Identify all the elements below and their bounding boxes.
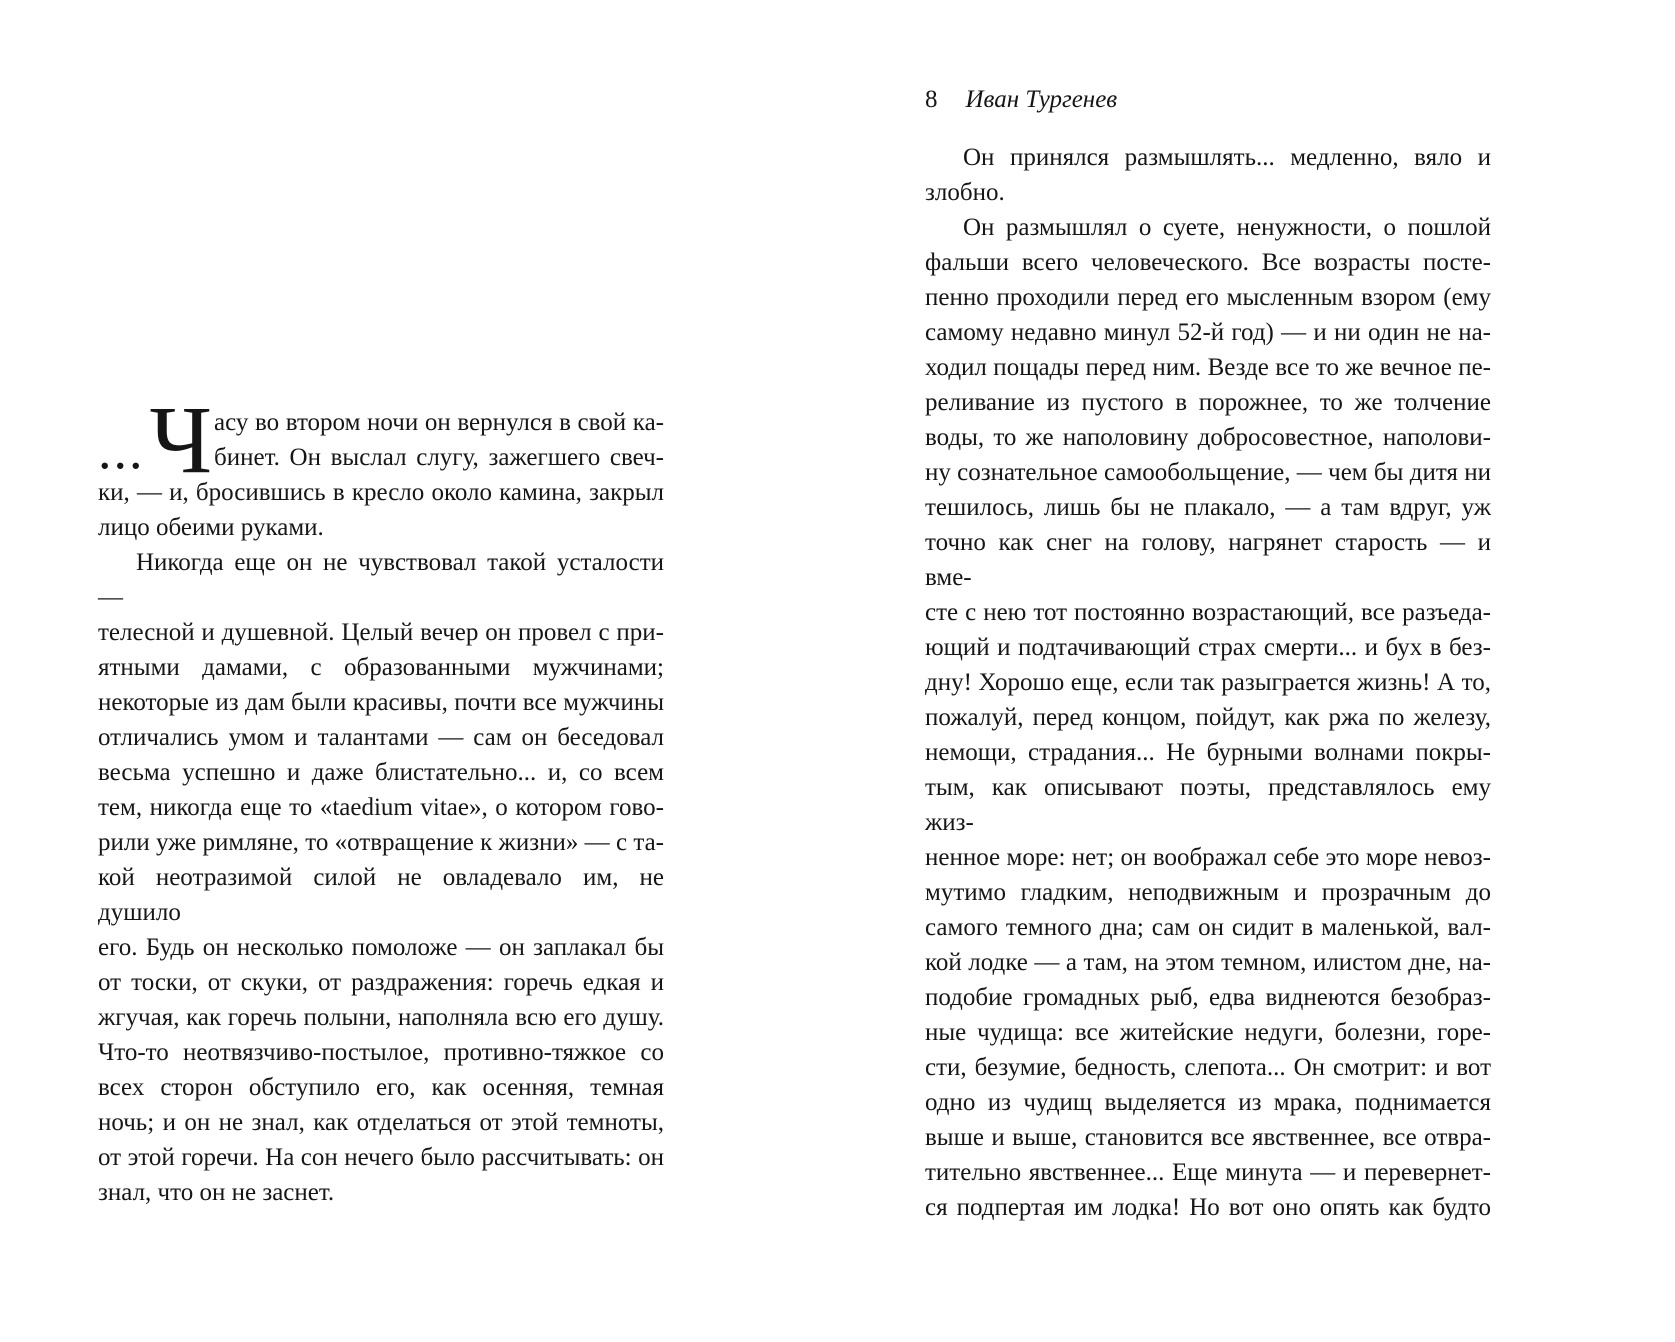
- text-line: лицо обеими руками.: [98, 514, 324, 541]
- text-line: ятными дамами, с образованными мужчинами;: [98, 654, 664, 681]
- text-line: сти, безумие, бедность, слепота... Он смотрит: и вот: [925, 1054, 1491, 1081]
- text-line: тем, никогда еще то «taedium vitae», о котором гово-: [98, 794, 664, 821]
- text-line: воды, то же наполовину добросовестное, наполови-: [925, 424, 1491, 451]
- text-line: Он принялся размышлять... медленно, вяло и: [963, 144, 1491, 171]
- text-line: его. Будь он несколько помоложе — он заплакал бы: [98, 934, 664, 961]
- text-line: ся подпертая им лодка! Но вот оно опять как будто: [925, 1194, 1491, 1221]
- text-line: отличались умом и талантами — сам он беседовал: [98, 724, 664, 751]
- text-line: точно как снег на голову, нагрянет старость — и вме-: [925, 529, 1491, 591]
- paragraph: [925, 210, 1491, 1225]
- text-line: некоторые из дам были красивы, почти все мужчины: [98, 689, 664, 716]
- right-page: [837, 0, 1675, 1342]
- text-line: рили уже римляне, то «отвращение к жизни» — с та-: [98, 829, 664, 856]
- text-line: немощи, страдания... Не бурными волнами покры-: [925, 739, 1491, 766]
- text-line: дну! Хорошо еще, если так разыграется жизнь! А то,: [925, 669, 1491, 696]
- left-page: [0, 0, 837, 1342]
- text-line: Никогда еще он не чувствовал такой усталости —: [98, 549, 664, 611]
- text-line: жгучая, как горечь полыни, наполняла всю его душу.: [98, 1004, 664, 1031]
- drop-cap-letter: Ч: [149, 386, 212, 493]
- text-line: тешилось, лишь бы не плакало, — а там вдруг, уж: [925, 494, 1491, 521]
- text-line: одно из чудищ выделяется из мрака, поднимается: [925, 1089, 1491, 1116]
- text-line: ходил пощады перед ним. Везде все то же вечное пе-: [925, 354, 1491, 381]
- text-line: асу во втором ночи он вернулся в свой ка-: [214, 409, 664, 436]
- text-line: тительно явственнее... Еще минута — и перевернет-: [925, 1159, 1491, 1186]
- text-line: злобно.: [925, 179, 1005, 206]
- text-line: ночь; и он не знал, как отделаться от этой темноты,: [98, 1109, 664, 1136]
- text-line: от тоски, от скуки, от раздражения: горечь едкая и: [98, 969, 664, 996]
- text-line: ные чудища: все житейские недуги, болезни, горе-: [925, 1019, 1491, 1046]
- paragraph: [925, 140, 1491, 210]
- text-line: самому недавно минул 52-й год) — и ни один не на-: [925, 319, 1491, 346]
- text-line: ненное море: нет; он воображал себе это море невоз-: [925, 844, 1491, 871]
- text-line: самого темного дна; сам он сидит в маленькой, вал-: [925, 914, 1491, 941]
- text-line: Что-то неотвязчиво-постылое, противно-тяжкое со: [98, 1039, 664, 1066]
- text-line: фальши всего человеческого. Все возрасты посте-: [925, 249, 1491, 276]
- text-line: мутимо гладким, неподвижным и прозрачным до: [925, 879, 1491, 906]
- page-number: 8: [925, 86, 938, 113]
- drop-cap: [98, 386, 214, 493]
- ellipsis-prefix: ...: [98, 420, 145, 480]
- text-line: кой лодке — а там, на этом темном, илистом дне, на-: [925, 949, 1491, 976]
- paragraph: [98, 545, 664, 1210]
- text-line: пенно проходили перед его мысленным взором (ему: [925, 284, 1491, 311]
- text-line: ки, — и, бросившись в кресло около камина, закрыл: [98, 479, 664, 506]
- text-line: бинет. Он выслал слугу, зажегшего свеч-: [214, 444, 664, 471]
- text-line: Он размышлял о суете, ненужности, о пошлой: [963, 214, 1491, 241]
- text-line: телесной и душевной. Целый вечер он провел с при-: [98, 619, 664, 646]
- text-line: всех сторон обступило его, как осенняя, темная: [98, 1074, 664, 1101]
- right-page-text-block: [925, 140, 1491, 1225]
- text-line: пожалуй, перед концом, пойдут, как ржа по железу,: [925, 704, 1491, 731]
- text-line: кой неотразимой силой не овладевало им, не душило: [98, 864, 664, 926]
- text-line: тым, как описывают поэты, представлялось ему жиз-: [925, 774, 1491, 836]
- text-line: подобие громадных рыб, едва виднеются безобраз-: [925, 984, 1491, 1011]
- text-line: ну сознательное самообольщение, — чем бы дитя ни: [925, 459, 1491, 486]
- paragraph: [98, 386, 664, 545]
- text-line: реливание из пустого в порожнее, то же толчение: [925, 389, 1491, 416]
- running-title: Иван Тургенев: [965, 86, 1118, 113]
- left-page-text-block: [98, 386, 664, 1210]
- running-head: [925, 86, 1117, 114]
- text-line: сте с нею тот постоянно возрастающий, все разъеда-: [925, 599, 1491, 626]
- text-line: весьма успешно и даже блистательно... и, со всем: [98, 759, 664, 786]
- text-line: выше и выше, становится все явственнее, все отвра-: [925, 1124, 1491, 1151]
- text-line: знал, что он не заснет.: [98, 1179, 335, 1206]
- text-line: ющий и подтачивающий страх смерти... и бух в без-: [925, 634, 1491, 661]
- text-line: от этой горечи. На сон нечего было рассчитывать: он: [98, 1144, 664, 1171]
